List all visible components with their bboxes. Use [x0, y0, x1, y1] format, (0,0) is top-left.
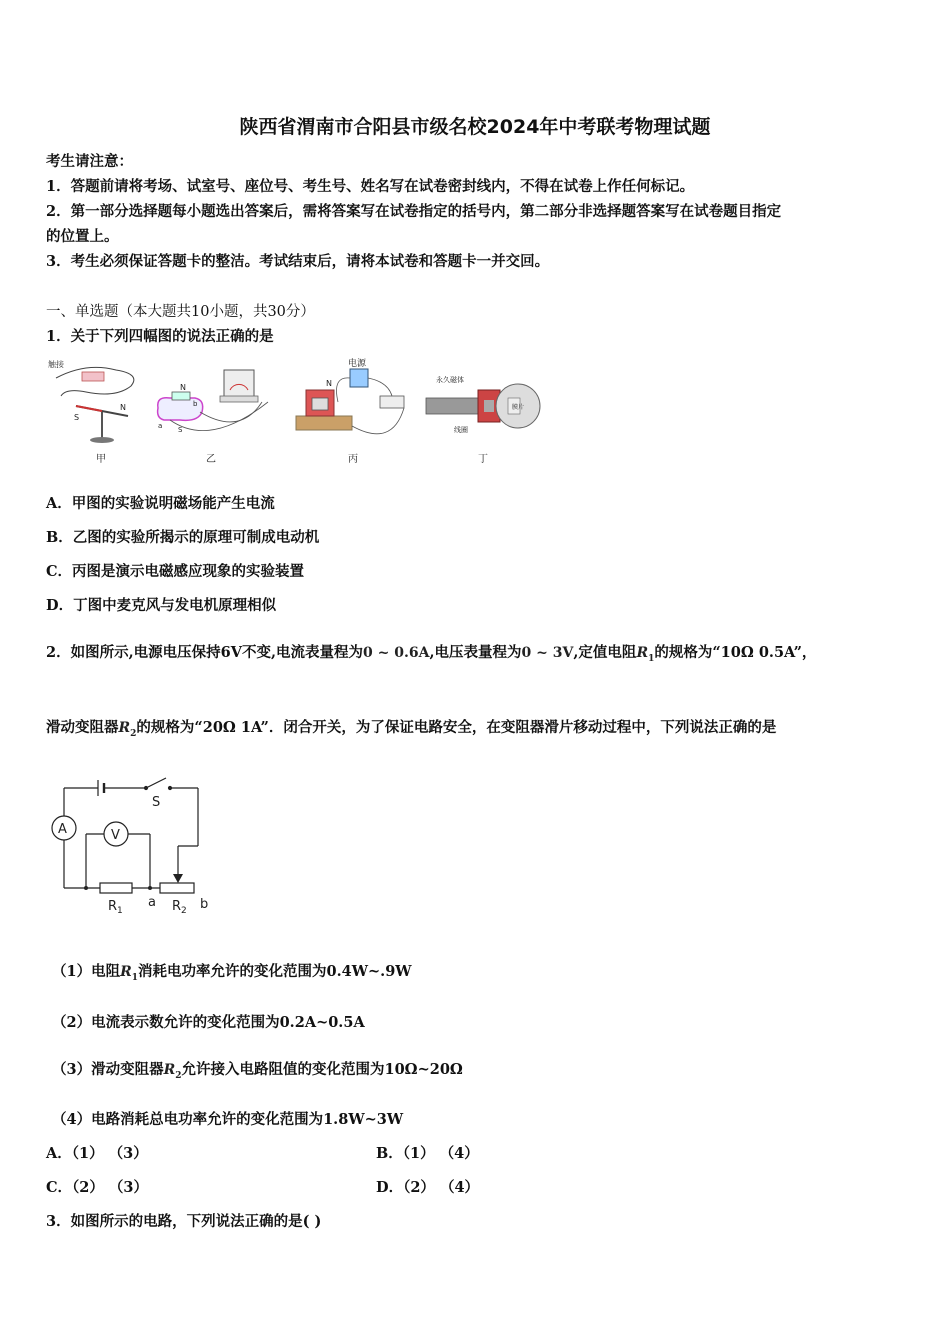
q2-s1-r1-symbol: $R_1$ — [120, 964, 138, 983]
q1-option-a[interactable]: A．甲图的实验说明磁场能产生电流 — [46, 495, 275, 512]
yi-s-label: S — [178, 426, 183, 434]
q2-statement-3 — [52, 1060, 463, 1086]
q2-line1-text-2: ,电压表量程为 — [429, 644, 522, 661]
q2-line2-text-2: 的规格为“20Ω 1A”．闭合开关，为了保证电路安全，在变阻器滑片移动过程中，下列说法正确的是 — [136, 719, 777, 736]
q1-stem: 1．关于下列四幅图的说法正确的是 — [46, 328, 274, 345]
caption-jia: 甲 — [96, 454, 106, 465]
q2-s3-r2-symbol: $R_2$ — [163, 1062, 182, 1081]
yi-n-label: N — [180, 383, 186, 392]
q1-figure-yi — [150, 356, 275, 448]
membrane-label: 膜片 — [512, 404, 525, 411]
q1-figure-jia — [46, 356, 141, 448]
q2-line1 — [46, 643, 816, 669]
touch-label: 触接 — [48, 360, 64, 369]
caption-yi: 乙 — [206, 454, 216, 465]
q1-option-d[interactable]: D．丁图中麦克风与发电机原理相似 — [46, 597, 277, 614]
q2-ammeter-range: 0 ~ 0.6A — [363, 645, 430, 661]
q1-option-b[interactable]: B．乙图的实验所揭示的原理可制成电动机 — [46, 529, 320, 546]
r2-label: $R_2$ — [172, 899, 187, 916]
q2-statement-1 — [52, 962, 412, 988]
voltmeter-label: V — [111, 828, 120, 843]
q2-statement-3-text-1: （3）滑动变阻器 — [52, 1061, 164, 1078]
caption-bing: 丙 — [348, 454, 358, 465]
q2-statement-4: （4）电路消耗总电功率允许的变化范围为1.8W~3W — [52, 1111, 404, 1128]
q2-statement-1-text-2: 消耗电功率允许的变化范围为0.4W~.9W — [138, 963, 412, 980]
magnet-label: 永久磁体 — [436, 376, 464, 384]
point-a-label: a — [148, 895, 156, 910]
q1-option-c[interactable]: C．丙图是演示电磁感应现象的实验装置 — [46, 563, 305, 580]
q3-stem: 3．如图所示的电路，下列说法正确的是( ) — [46, 1213, 322, 1230]
jia-s-label: S — [74, 413, 80, 422]
q2-line1-text-3: ,定值电阻 — [573, 644, 637, 661]
q2-option-a[interactable]: A．（1） （3） — [46, 1145, 148, 1162]
r1-label: $R_1$ — [108, 899, 123, 916]
q2-voltmeter-range: 0 ~ 3V — [521, 645, 574, 661]
yi-b-label: b — [193, 400, 198, 408]
q2-statement-2: （2）电流表示数允许的变化范围为0.2A~0.5A — [52, 1014, 365, 1031]
q2-r2-symbol: $R_2$ — [118, 720, 137, 739]
notice-item-1: 1．答题前请将考场、试室号、座位号、考生号、姓名写在试卷密封线内，不得在试卷上作任何标记。 — [46, 178, 695, 195]
q2-option-b[interactable]: B．（1） （4） — [376, 1145, 479, 1162]
section-heading: 一、单选题（本大题共10小题，共30分） — [46, 304, 315, 320]
q2-statement-1-text-1: （1）电阻 — [52, 963, 121, 980]
ammeter-label: A — [58, 822, 67, 837]
bing-n-label: N — [326, 379, 332, 388]
switch-label: S — [152, 795, 161, 810]
q2-statement-3-text-2: 允许接入电路阻值的变化范围为10Ω~20Ω — [181, 1061, 463, 1078]
power-label: 电源 — [348, 359, 367, 369]
point-b-label: b — [200, 897, 209, 912]
q2-line2-text-1: 滑动变阻器 — [46, 719, 119, 736]
page-title: 陕西省渭南市合阳县市级名校2024年中考联考物理试题 — [239, 116, 711, 138]
q2-line1-text-1: 2．如图所示,电源电压保持6V不变,电流表量程为 — [46, 644, 364, 661]
q2-option-c[interactable]: C．（2） （3） — [46, 1179, 149, 1196]
notice-item-2-cont: 的位置上。 — [46, 228, 119, 245]
q2-circuit-diagram — [42, 772, 222, 920]
q2-line2 — [46, 718, 776, 744]
notice-item-3: 3．考生必须保证答题卡的整洁。考试结束后，请将本试卷和答题卡一并交回。 — [46, 253, 550, 270]
caption-ding: 丁 — [478, 454, 488, 465]
q1-figure-ding — [424, 372, 542, 438]
q2-r1-symbol: $R_1$ — [636, 645, 655, 664]
q1-figure-bing — [292, 356, 412, 448]
q2-line1-text-4: 的规格为“10Ω 0.5A”， — [654, 644, 817, 661]
jia-n-label: N — [120, 403, 126, 412]
notice-heading: 考生请注意： — [46, 153, 133, 170]
notice-item-2: 2．第一部分选择题每小题选出答案后，需将答案写在试卷指定的括号内，第二部分非选择题答案写在试卷题目指定 — [46, 203, 782, 220]
yi-a-label: a — [158, 422, 163, 430]
coil-label: 线圈 — [454, 426, 468, 434]
q2-option-d[interactable]: D．（2） （4） — [376, 1179, 480, 1196]
